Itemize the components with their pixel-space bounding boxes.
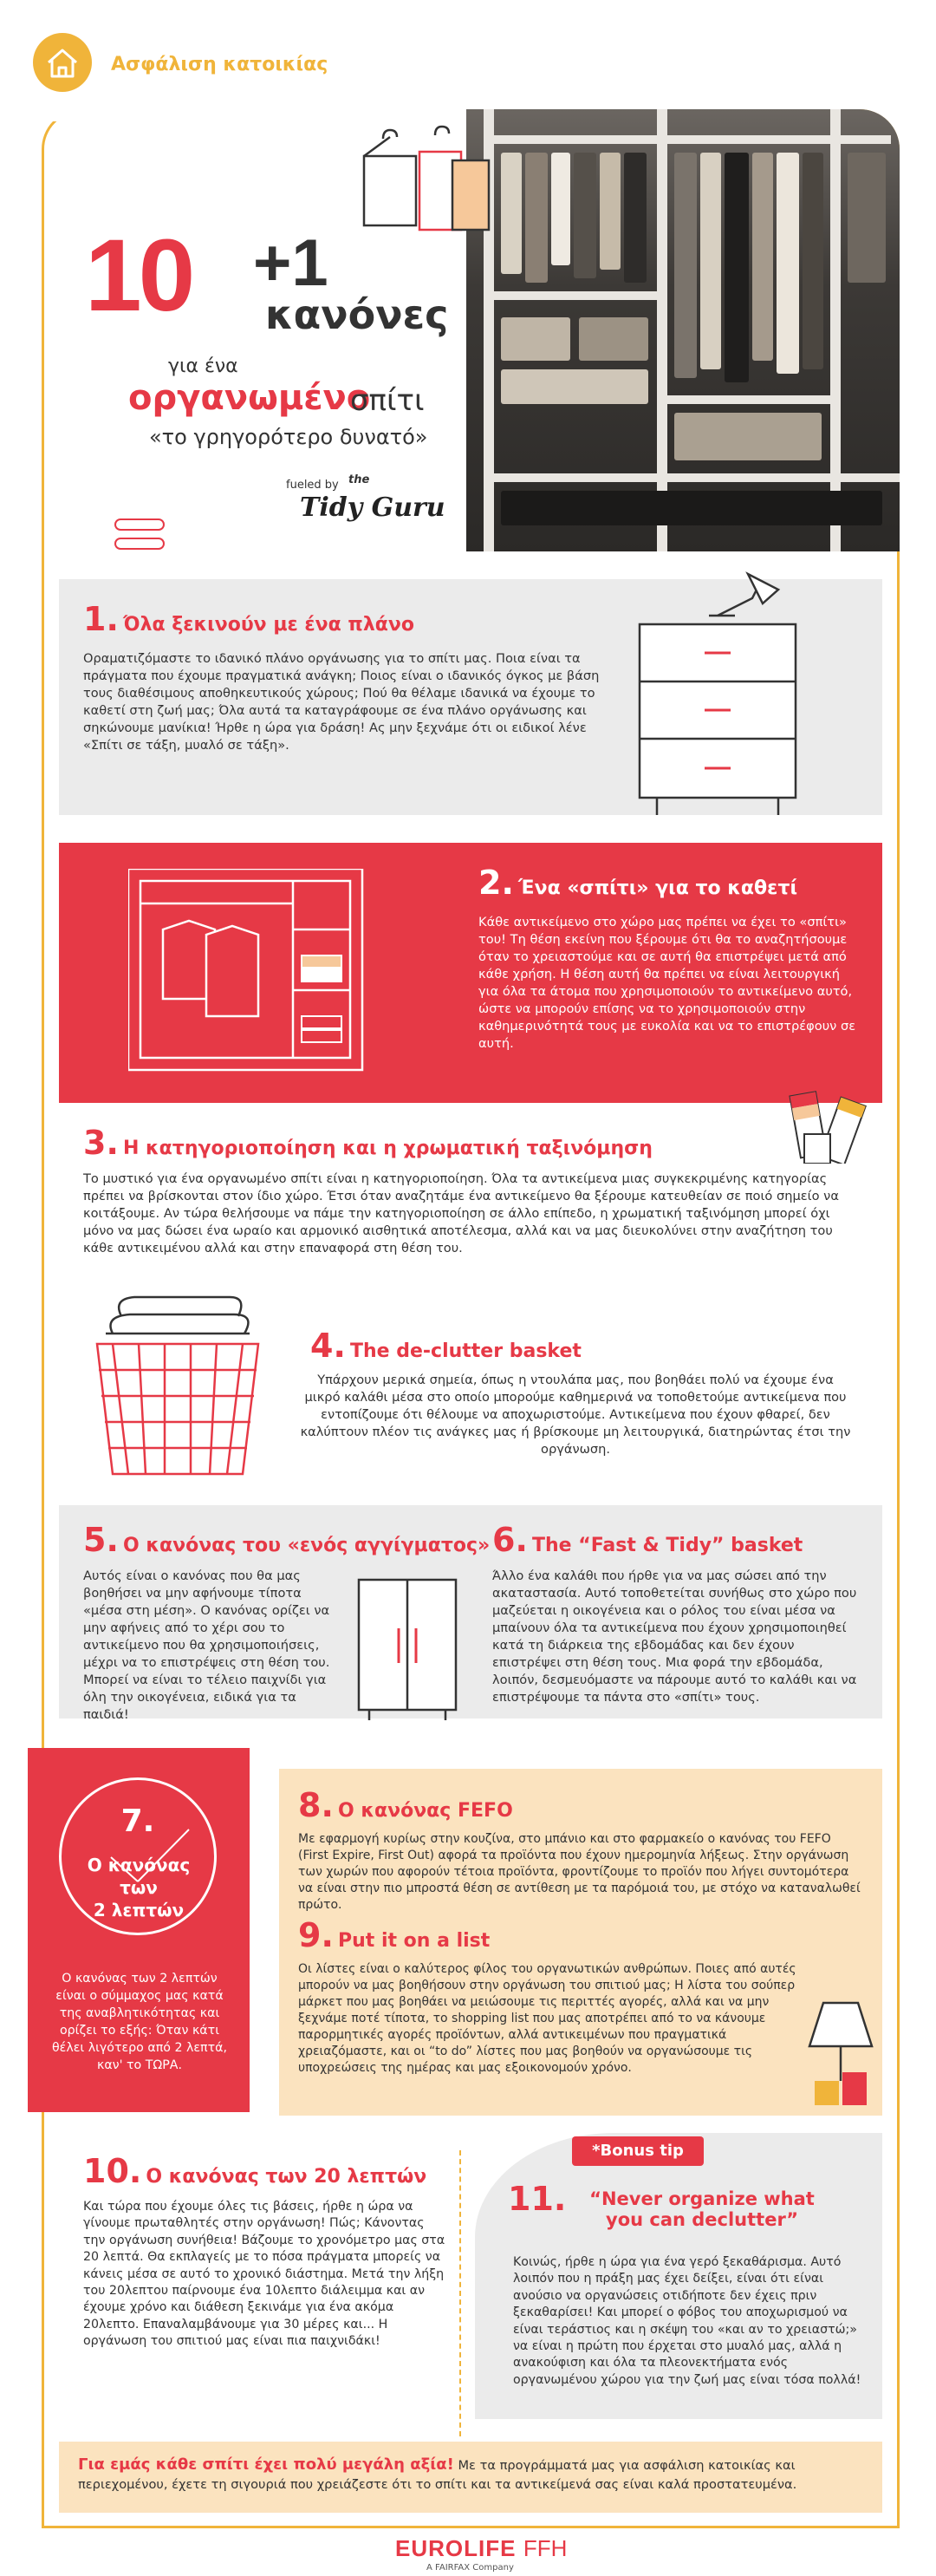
section-11-body: Κοινώς, ήρθε η ώρα για ένα γερό ξεκαθάρισμα. Αυτό λοιπόν που η πράξη μας έχει δείξει, είναι ότι είναι ανούσιο να οργανώσεις οτιδήποτε δεν έχεις πριν ξεκαθαρίσει! Και μπορεί ο φόβος του αποχωρισμού να είναι τεράστιος και η σκέψη του «και αν το χρειαστώ;» να είναι η πρώτη που έρχεται στο μυαλό μας, αλλά η ανακούφιση και όλα τα πλεονεκτήματα ενός οργανωμένου χώρου για την ζωή μας είναι τόσα πολλά!	[513, 2255, 861, 2387]
section-4-body: Υπάρχουν μερικά σημεία, όπως η ντουλάπα μας, που βοηθάει πολύ να έχουμε ένα μικρό καλάθι μέσα στο οποίο μπορούμε καθημερινά να τοποθετούμε αντικείμενα που εντοπίζουμε ότι θέλουμε να αποχωριστούμε. Αντικείμενα που έχουν φθαρεί, δεν καλύπτουν πλέον τις ανάγκες μας ή βρίσκουμε μη λειτουργικά, διατηρώντας έτσι την οργάνωση.	[300, 1373, 851, 1457]
section-5-header	[83, 1521, 490, 1559]
lamp-icon	[806, 1994, 884, 2107]
section-9-header	[298, 1916, 490, 1954]
decor-pill	[114, 538, 165, 550]
logo-main: EUROLIFE	[395, 2535, 517, 2561]
section-6-title: The “Fast & Tidy” basket	[531, 1535, 803, 1556]
tidy-guru-logo: Tidy Guru	[300, 492, 445, 523]
hanging-shirts-icon	[348, 113, 496, 243]
wardrobe-photo	[466, 109, 900, 551]
section-5-title: Ο κανόνας του «ενός αγγίγματος»	[122, 1535, 491, 1556]
logo-subtitle: A FAIRFAX Company	[426, 2563, 514, 2573]
section-11-title	[572, 2188, 832, 2230]
title-plus-one: +1	[253, 226, 328, 300]
section-7-title-line3: 2 λεπτών	[93, 1900, 185, 1921]
section-1-body: Οραματιζόμαστε το ιδανικό πλάνο οργάνωσης για το σπίτι μας. Ποια είναι τα πράγματα που έχουμε πραγματικά ανάγκη; Ποιος είναι ο ιδανικός όγκος με βάση τους διαθέσιμους αποθηκευτικούς χώρους; Πού θα θέλαμε ιδανικά να έχουμε το καθετί στη ζωή μας; Όλα αυτά τα καταγράφουμε σε ένα πλάνο οργάνωσης και σηκώνουμε μανίκια! Ήρθε η ώρα για δράση! Ας μην ξεχνάμε ότι οι ειδικοί λένε «Σπίτι σε τάξη, μυαλό σε τάξη».	[83, 651, 600, 753]
section-1-number: 1.	[83, 600, 119, 638]
section-10-title: Ο κανόνας των 20 λεπτών	[146, 2166, 427, 2188]
section-5-number: 5.	[83, 1521, 119, 1559]
section-7-number: 7.	[120, 1803, 155, 1839]
section-divider	[459, 2150, 461, 2436]
section-8-title: Ο κανόνας FEFO	[337, 1800, 513, 1822]
section-2-title: Ένα «σπίτι» για το καθετί	[517, 877, 798, 899]
wardrobe-icon	[128, 869, 380, 1077]
section-6-number: 6.	[492, 1521, 528, 1559]
title-number: 10	[85, 218, 192, 333]
section-10-header	[83, 2152, 426, 2190]
eurolife-logo[interactable]	[395, 2535, 567, 2562]
footer-highlight: Για εμάς κάθε σπίτι έχει πολύ μεγάλη αξία!	[78, 2455, 454, 2474]
brand-the: the	[348, 473, 370, 486]
section-1-header	[83, 600, 414, 638]
section-6-header	[492, 1521, 803, 1559]
decor-pill	[114, 518, 165, 531]
house-icon	[33, 33, 92, 92]
section-6-body: Άλλο ένα καλάθι που ήρθε για να μας σώσει από την ακαταστασία. Αυτό τοποθετείται συνήθως στο χώρο που μαζεύεται η οικογένεια και ο ρόλος του είναι μέσα να μπαίνουν όλα τα αντικείμενα που έχουν χρησιμοποιηθεί κατά τη διάρκεια της εβδομάδας και δεν έχουν επιστρέψει στη θέση τους. Μια φορά την εβδομάδα, λοιπόν, δεσμευόμαστε να πάρουμε αυτό το καλάθι και να επιστρέψουμε τα πάντα στο «σπίτι» τους.	[492, 1568, 857, 1705]
section-3-title: Η κατηγοριοποίηση και η χρωματική ταξινόμηση	[122, 1138, 653, 1159]
section-4-title: The de-clutter basket	[349, 1340, 582, 1362]
section-11-title-line1: “Never organize what	[589, 2188, 815, 2209]
footer-text: Με τα προγράμματά μας για ασφάλιση κατοικίας και περιεχομένου, έχετε τη σιγουριά που χρειάζεστε ότι το σπίτι και τα αντικείμενά σας είναι καλά προστατευμένα.	[78, 2458, 797, 2492]
section-11-number-text: 11.	[508, 2180, 567, 2218]
section-8-number: 8.	[298, 1786, 334, 1824]
section-10-number: 10.	[83, 2152, 142, 2190]
section-3-number: 3.	[83, 1124, 119, 1162]
section-2-header	[478, 864, 797, 902]
bonus-tip-badge: *Bonus tip	[572, 2136, 704, 2166]
section-3-header	[83, 1124, 653, 1162]
logo-suffix: FFH	[523, 2535, 568, 2561]
section-8-header	[298, 1786, 513, 1824]
section-7-body: Ο κανόνας των 2 λεπτών είναι ο σύμμαχος μας κατά της αναβλητικότητας και ορίζει το εξής: Όταν κάτι θέλει λιγότερο από 2 λεπτά, καν' το ΤΩΡΑ.	[51, 1972, 228, 2072]
section-7-title-line1: Ο κανόνας	[87, 1855, 191, 1875]
section-9-title: Put it on a list	[337, 1930, 491, 1952]
header-title: Ασφάλιση κατοικίας	[111, 54, 328, 75]
section-11-title-line2: you can declutter”	[606, 2209, 798, 2230]
fueled-by-label: fueled by	[286, 479, 339, 492]
footer-banner	[59, 2442, 882, 2513]
section-9-number: 9.	[298, 1916, 334, 1954]
section-2-body: Κάθε αντικείμενο στο χώρο μας πρέπει να έχει το «σπίτι» του! Τη θέση εκείνη που ξέρουμε ότι θα το αναζητήσουμε όταν το χρειαστούμε και σε αυτή θα επιστρέψει μετά από κάθε χρήση. Η θέση αυτή θα πρέπει να είναι λειτουργική για όλα τα άτομα που χρησιμοποιούν το αντικείμενο αυτό, ώστε να μπορούν επίσης να το χρησιμοποιούν στην καθημερινότητά τους με ευκολία και να το επιστρέφουν σε αυτή.	[478, 915, 856, 1051]
color-swatch-icon	[780, 1086, 875, 1164]
title-for: για ένα	[168, 355, 238, 377]
section-10-body: Και τώρα που έχουμε όλες τις βάσεις, ήρθε η ώρα να γίνουμε πρωταθλητές στην οργάνωση! Πώς; Κάνοντας την οργάνωση συνήθεια! Βάζουμε το χρονόμετρο μας στα 20 λεπτά. Θα εκπλαγείς με το πόσα πράγματα μπορείς να κάνεις μέσα σε αυτό το χρονικό διάστημα. Μετά την λήξη του 20λεπτου παίρνουμε ένα 10λεπτο διάλειμμα και αν έχουμε χρόνο και διάθεση ξεκινάμε για ένα ακόμα 20λεπτο. Επαναλαμβάνουμε για 30 μέρες και... Η οργάνωση του σπιτιού μας είναι πια παιχνιδάκι!	[83, 2200, 445, 2349]
section-7-title	[52, 1854, 225, 1921]
section-7-title-line2: των	[120, 1877, 158, 1898]
section-4-header	[310, 1327, 582, 1365]
section-4-number: 4.	[310, 1327, 346, 1365]
section-2-number: 2.	[478, 864, 514, 902]
drawer-lamp-icon	[631, 564, 804, 824]
section-9-body: Οι λίστες είναι ο καλύτερος φίλος του οργανωτικών ανθρώπων. Ποιες από αυτές μπορούν να μας βοηθήσουν στην οργάνωση του σπιτιού μας; Η λίστα του σούπερ μάρκετ που μας βοηθάει να μειώσουμε τις περιττές αγορές, αλλά και να μην ξεχνάμε ποτέ τίποτα, το shopping list που μας αποτρέπει από το να κάνουμε παρορμητικές αγορές προϊόντων, αλλά αντικειμένων που πραγματικά χρειαζόμαστε, και οι “to do” λίστες που μας βοηθούν να οργανώσουμε τις υποχρεώσεις της ημέρας και μας εξοικονομούν χρόνο.	[298, 1962, 796, 2075]
title-fastest: «το γρηγορότερο δυνατό»	[149, 425, 428, 449]
section-5-body: Αυτός είναι ο κανόνας που θα μας βοηθήσει να μην αφήνουμε τίποτα «μέσα στη μέση». Ο κανόνας ορίζει να μην αφήνεις από το χέρι σου το αντικείμενο που θα χρησιμοποιήσεις, μέχρι να το επιστρέψεις στη θέση του. Μπορεί να είναι το τέλειο παιχνίδι για όλη την οικογένεια, ειδικά για τα παιδιά!	[83, 1568, 330, 1722]
section-3-body: Το μυστικό για ένα οργανωμένο σπίτι είναι η κατηγοριοποίηση. Όλα τα αντικείμενα μιας συγκεκριμένης κατηγορίας πρέπει να βρίσκονται στον ίδιο χώρο. Έτσι όταν αναζητάμε ένα αντικείμενο θα ξέρουμε κατευθείαν σε ποιό σημείο να κοιτάξουμε. Αν τώρα θελήσουμε να πάμε την κατηγοριοποίηση σε άλλο επίπεδο, η χρωματική ταξινόμηση μπορεί όχι μόνο να μας δώσει ένα ωραίο και αρμονικό αισθητικά αποτέλεσμα, αλλά και να μας διευκολύνει στην αναζήτηση του κάθε αντικειμένου αλλά και στην επαναφορά στη θέση του.	[83, 1171, 839, 1255]
title-organized: οργανωμένο	[128, 378, 371, 418]
section-8-body: Με εφαρμογή κυρίως στην κουζίνα, στο μπάνιο και στο φαρμακείο ο κανόνας του FEFO (First Expire, First Out) αφορά τα προϊόντα που έχουν ημερομηνία λήξεως. Στην οργάνωση των χωρών που αφορούν τέτοια προϊόντα, φροντίζουμε το προϊόν που λήγει συντομότερα να είναι στην πιο μπροστά θέση σε αντίθεση με τα παρόμοιά του, με στόχο να καταναλωθεί πρώτο.	[298, 1832, 861, 1912]
title-home: σπίτι	[350, 383, 425, 418]
title-rules: κανόνες	[265, 291, 449, 338]
wardrobe-closet-icon	[352, 1576, 463, 1724]
basket-icon	[87, 1273, 269, 1481]
section-1-title: Όλα ξεκινούν με ένα πλάνο	[122, 614, 414, 636]
